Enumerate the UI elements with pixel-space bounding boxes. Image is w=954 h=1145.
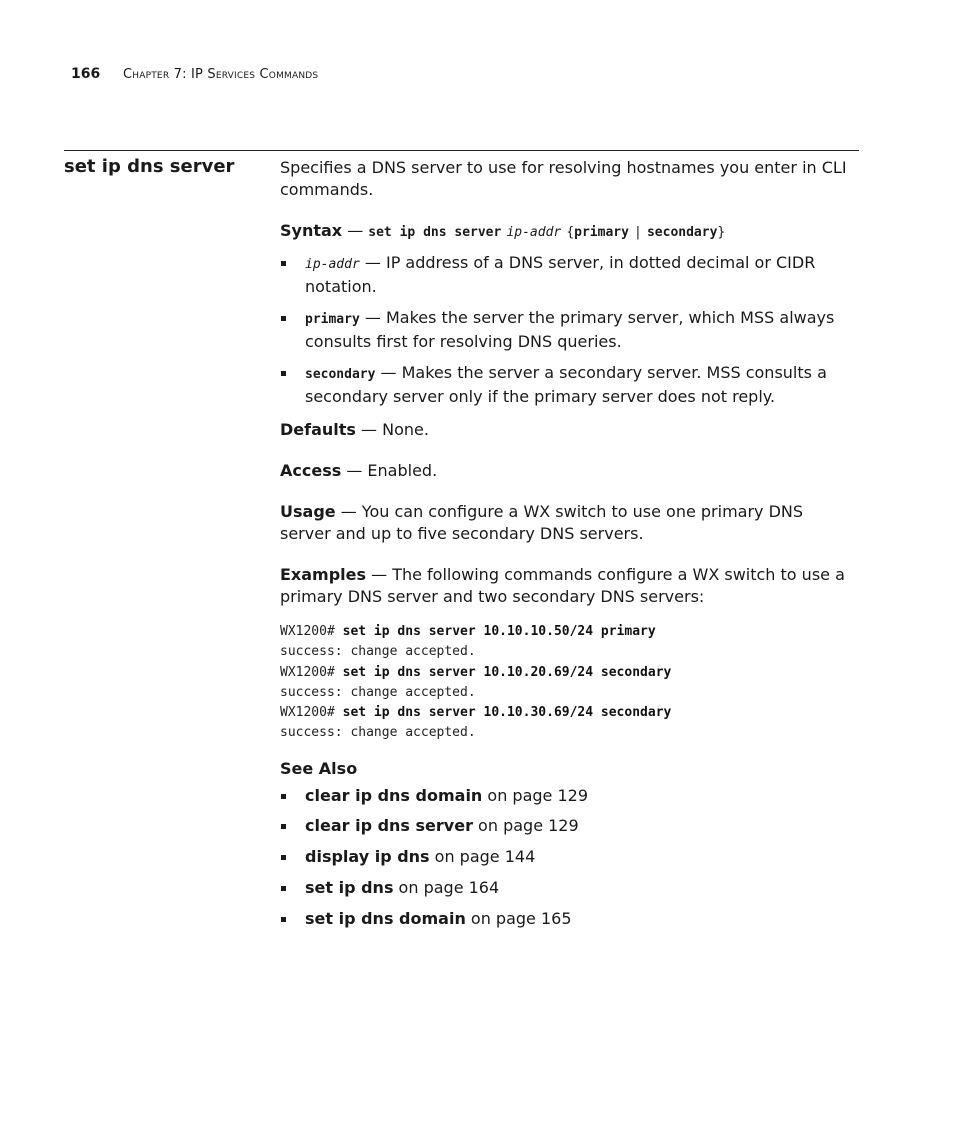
see-also-list bbox=[280, 785, 858, 930]
param-name: ip-addr bbox=[305, 257, 360, 272]
see-also-command[interactable]: display ip dns bbox=[305, 847, 430, 867]
code-line bbox=[280, 622, 858, 642]
syntax-close-brace: } bbox=[717, 225, 726, 240]
see-also-link[interactable] bbox=[280, 846, 858, 868]
usage-text: — You can configure a WX switch to use one primary DNS server and up to five secondary DNS servers. bbox=[280, 502, 804, 543]
section-rule bbox=[64, 150, 859, 151]
code-line bbox=[280, 642, 858, 662]
code-command: set ip dns server 10.10.10.50/24 primary bbox=[342, 624, 656, 639]
param-desc: — Makes the server a secondary server. MSS consults a secondary server only if the primary server does not reply. bbox=[305, 363, 827, 406]
see-also-page-ref: on page 165 bbox=[465, 908, 572, 928]
page-number: 166 bbox=[71, 66, 101, 82]
see-also-command[interactable]: clear ip dns domain bbox=[305, 785, 483, 805]
syntax-dash: — bbox=[342, 221, 369, 240]
see-also-link[interactable] bbox=[280, 785, 858, 807]
see-also-page-ref: on page 129 bbox=[482, 785, 588, 805]
examples-text: — The following commands configure a WX switch to use a primary DNS server and two secondary DNS servers: bbox=[280, 565, 845, 606]
code-output: success: change accepted. bbox=[280, 644, 476, 660]
list-item bbox=[280, 307, 858, 353]
code-prompt: WX1200# bbox=[280, 624, 343, 639]
examples-paragraph bbox=[280, 564, 858, 608]
see-also-page-ref: on page 144 bbox=[429, 847, 536, 867]
code-command: set ip dns server 10.10.30.69/24 secondary bbox=[342, 705, 672, 721]
code-command: set ip dns server 10.10.20.69/24 secondary bbox=[342, 664, 672, 680]
examples-label: Examples bbox=[280, 565, 367, 584]
syntax-option-secondary: secondary bbox=[646, 225, 718, 240]
access-text: — Enabled. bbox=[341, 461, 438, 480]
usage-label: Usage bbox=[280, 502, 336, 521]
see-also-command[interactable]: clear ip dns server bbox=[305, 816, 473, 836]
section-title: set ip dns server bbox=[64, 156, 235, 177]
param-name: secondary bbox=[305, 367, 376, 382]
code-prompt: WX1200# bbox=[280, 664, 343, 680]
code-line bbox=[280, 663, 858, 683]
see-also-link[interactable] bbox=[280, 908, 858, 930]
code-line bbox=[280, 683, 858, 703]
access-label: Access bbox=[280, 461, 342, 480]
list-item bbox=[280, 362, 858, 408]
defaults-label: Defaults bbox=[280, 420, 356, 439]
see-also-heading: See Also bbox=[280, 758, 358, 778]
syntax-param: ip-addr bbox=[506, 225, 562, 240]
syntax-line bbox=[280, 220, 858, 244]
param-desc: — IP address of a DNS server, in dotted decimal or CIDR notation. bbox=[305, 253, 816, 296]
see-also-link[interactable] bbox=[280, 877, 858, 899]
see-also-link[interactable] bbox=[280, 815, 858, 837]
code-output: success: change accepted. bbox=[280, 684, 476, 700]
parameter-list bbox=[280, 252, 858, 408]
code-line bbox=[280, 723, 858, 743]
see-also-page-ref: on page 164 bbox=[393, 877, 500, 897]
syntax-pipe: | bbox=[634, 225, 642, 240]
see-also-command[interactable]: set ip dns domain bbox=[305, 908, 466, 928]
chapter-title: Chapter 7: IP Services Commands bbox=[123, 67, 319, 82]
syntax-option-primary: primary bbox=[574, 225, 629, 240]
defaults-text: — None. bbox=[355, 420, 429, 439]
section-body bbox=[280, 157, 858, 938]
code-example bbox=[280, 622, 858, 744]
code-output: success: change accepted. bbox=[280, 725, 476, 741]
see-also-page-ref: on page 129 bbox=[472, 816, 579, 836]
syntax-label: Syntax bbox=[280, 221, 343, 240]
access-line bbox=[280, 460, 858, 482]
code-prompt: WX1200# bbox=[280, 705, 343, 721]
section-description: Specifies a DNS server to use for resolving hostnames you enter in CLI commands. bbox=[280, 158, 847, 199]
running-header bbox=[71, 66, 318, 82]
syntax-command: set ip dns server bbox=[368, 225, 502, 240]
list-item bbox=[280, 252, 858, 298]
code-line bbox=[280, 703, 858, 723]
usage-paragraph bbox=[280, 501, 858, 545]
param-name: primary bbox=[305, 312, 360, 327]
see-also-command[interactable]: set ip dns bbox=[305, 877, 394, 897]
syntax-open-brace: { bbox=[566, 225, 575, 240]
defaults-line bbox=[280, 419, 858, 441]
param-desc: — Makes the server the primary server, which MSS always consults first for resolving DNS queries. bbox=[305, 308, 835, 351]
